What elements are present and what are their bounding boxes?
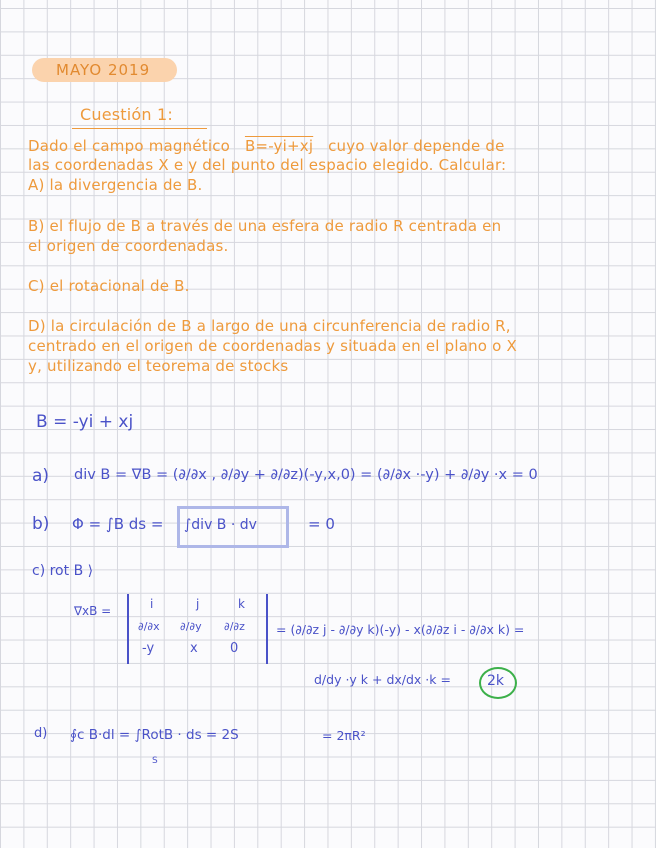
question-intro-line1: Dado el campo magnético B=-yi+xj cuyo valor depende de [28, 137, 505, 155]
part-d-label: d) [34, 726, 48, 741]
surface-subscript: S [152, 756, 158, 766]
title-underline [72, 128, 207, 129]
curl-result: 2k [487, 673, 505, 689]
matrix-cell: i [150, 597, 154, 611]
matrix-cell: ∂/∂y [180, 620, 202, 633]
curl-expansion: = (∂/∂z j - ∂/∂y k)(-y) - x(∂/∂z i - ∂/∂x k) = [276, 622, 525, 637]
matrix-cell: ∂/∂z [224, 620, 245, 633]
part-b-result: = 0 [308, 515, 335, 533]
curl-simplification: d/dy ·y k + dx/dx ·k = [314, 672, 451, 687]
question-part-a: A) la divergencia de B. [28, 176, 203, 194]
determinant-right-bar [266, 594, 268, 664]
question-part-d-line1: D) la circulación de B a largo de una circunferencia de radio R, [28, 317, 511, 335]
field-expression: B=-yi+xj [244, 137, 314, 155]
part-a-expression: div B = ∇B = (∂/∂x , ∂/∂y + ∂/∂z)(-y,x,0) = (∂/∂x ·-y) + ∂/∂y ·x = 0 [74, 467, 538, 483]
question-intro-line2: las coordenadas X e y del punto del espacio elegido. Calcular: [28, 156, 507, 174]
question-part-b-line1: B) el flujo de B a través de una esfera de radio R centrada en [28, 217, 502, 235]
part-d-expression: ∮c B·dl = ∫RotB · ds = 2S [70, 727, 239, 743]
part-c-label: c) rot B ⟩ [32, 563, 94, 579]
question-part-b-line2: el origen de coordenadas. [28, 237, 229, 255]
question-part-d-line3: y, utilizando el teorema de stocks [28, 357, 289, 375]
part-a-label: a) [32, 466, 50, 486]
determinant-left-bar [127, 594, 129, 664]
part-d-result: = 2πR² [322, 728, 366, 743]
curl-lhs: ∇xB = [74, 604, 112, 618]
part-b-expression: Φ = ∫B ds = [72, 515, 164, 533]
matrix-cell: x [190, 641, 198, 656]
field-definition: B = -yi + xj [36, 412, 134, 432]
matrix-cell: 0 [230, 641, 239, 656]
date: MAYO 2019 [56, 61, 151, 79]
matrix-cell: k [238, 597, 245, 611]
question-title: Cuestión 1: [80, 105, 173, 124]
matrix-cell: j [196, 597, 200, 611]
question-part-c: C) el rotacional de B. [28, 277, 190, 295]
part-b-boxed-expression: ∫div B · dv [184, 517, 257, 533]
part-b-label: b) [32, 514, 50, 534]
matrix-cell: ∂/∂x [138, 620, 160, 633]
matrix-cell: -y [142, 641, 155, 656]
question-part-d-line2: centrado en el origen de coordenadas y situada en el plano o X [28, 337, 517, 355]
